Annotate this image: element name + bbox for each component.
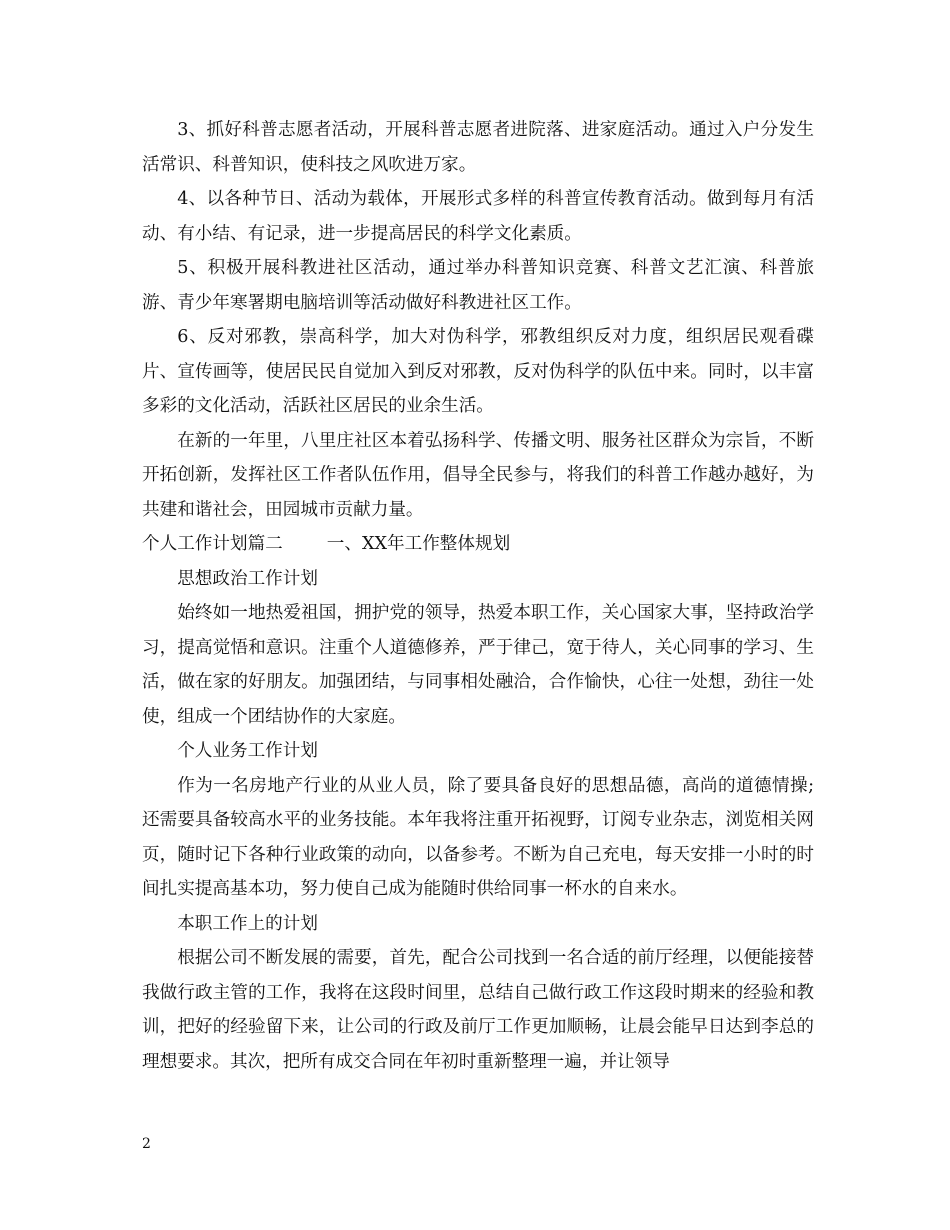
section-body-duty: 根据公司不断发展的需要，首先，配合公司找到一名合适的前厅经理，以便能接替我做行政主管的工作，我将在这段时间里，总结自己做行政工作这段时期来的经验和教训，把好的经验留下来，让公司的行政及前厅工作更加顺畅，让晨会能早日达到李总的理想要求。其次，把所有成交合同在年初时重新整理一遍，并让领导 xyxy=(142,948,814,1072)
paragraph-item-3: 3、抓好科普志愿者活动，开展科普志愿者进院落、进家庭活动。通过入户分发生活常识、科普知识，使科技之风吹进万家。 xyxy=(142,120,814,175)
paragraph-item-5: 5、积极开展科教进社区活动，通过举办科普知识竞赛、科普文艺汇演、科普旅游、青少年寒署期电脑培训等活动做好科教进社区工作。 xyxy=(142,258,814,313)
heading-left: 个人工作计划篇二 xyxy=(142,534,283,554)
section-title-business: 个人业务工作计划 xyxy=(177,741,318,761)
section-title-duty: 本职工作上的计划 xyxy=(177,913,318,934)
section-title-political: 思想政治工作计划 xyxy=(177,568,318,589)
paragraph-item-6: 6、反对邪教，崇高科学，加大对伪科学，邪教组织反对力度，组织居民观看碟片、宣传画等，使居民民自觉加入到反对邪教，反对伪科学的队伍中来。同时，以丰富多彩的文化活动，活跃社区居民的业余生活。 xyxy=(142,327,814,416)
section-body-business: 作为一名房地产行业的从业人员，除了要具备良好的思想品德，高尚的道德情操;还需要具备较高水平的业务技能。本年我将注重开拓视野，订阅专业杂志，浏览相关网页，随时记下各种行业政策的动向，以备参考。不断为自己充电，每天安排一小时的时间扎实提高基本功，努力使自己成为能随时供给同事一杯水的自来水。 xyxy=(142,775,814,899)
page-number: 2 xyxy=(142,1136,151,1152)
document-body xyxy=(142,113,814,1079)
section-body-political: 始终如一地热爱祖国，拥护党的领导，热爱本职工作，关心国家大事，坚持政治学习，提高觉悟和意识。注重个人道德修养，严于律己，宽于待人，关心同事的学习、生活，做在家的好朋友。加强团结，与同事相处融洽，合作愉快，心往一处想，劲往一处使，组成一个团结协作的大家庭。 xyxy=(142,603,814,727)
heading-right: 一、XX年工作整体规划 xyxy=(326,534,511,554)
closing-paragraph: 在新的一年里，八里庄社区本着弘扬科学、传播文明、服务社区群众为宗旨，不断开拓创新，发挥社区工作者队伍作用，倡导全民参与，将我们的科普工作越办越好，为共建和谐社会，田园城市贡献力量。 xyxy=(142,430,814,520)
section-heading xyxy=(142,527,814,562)
paragraph-item-4: 4、以各种节日、活动为载体，开展形式多样的科普宣传教育活动。做到每月有活动、有小结、有记录，进一步提高居民的科学文化素质。 xyxy=(142,189,814,244)
